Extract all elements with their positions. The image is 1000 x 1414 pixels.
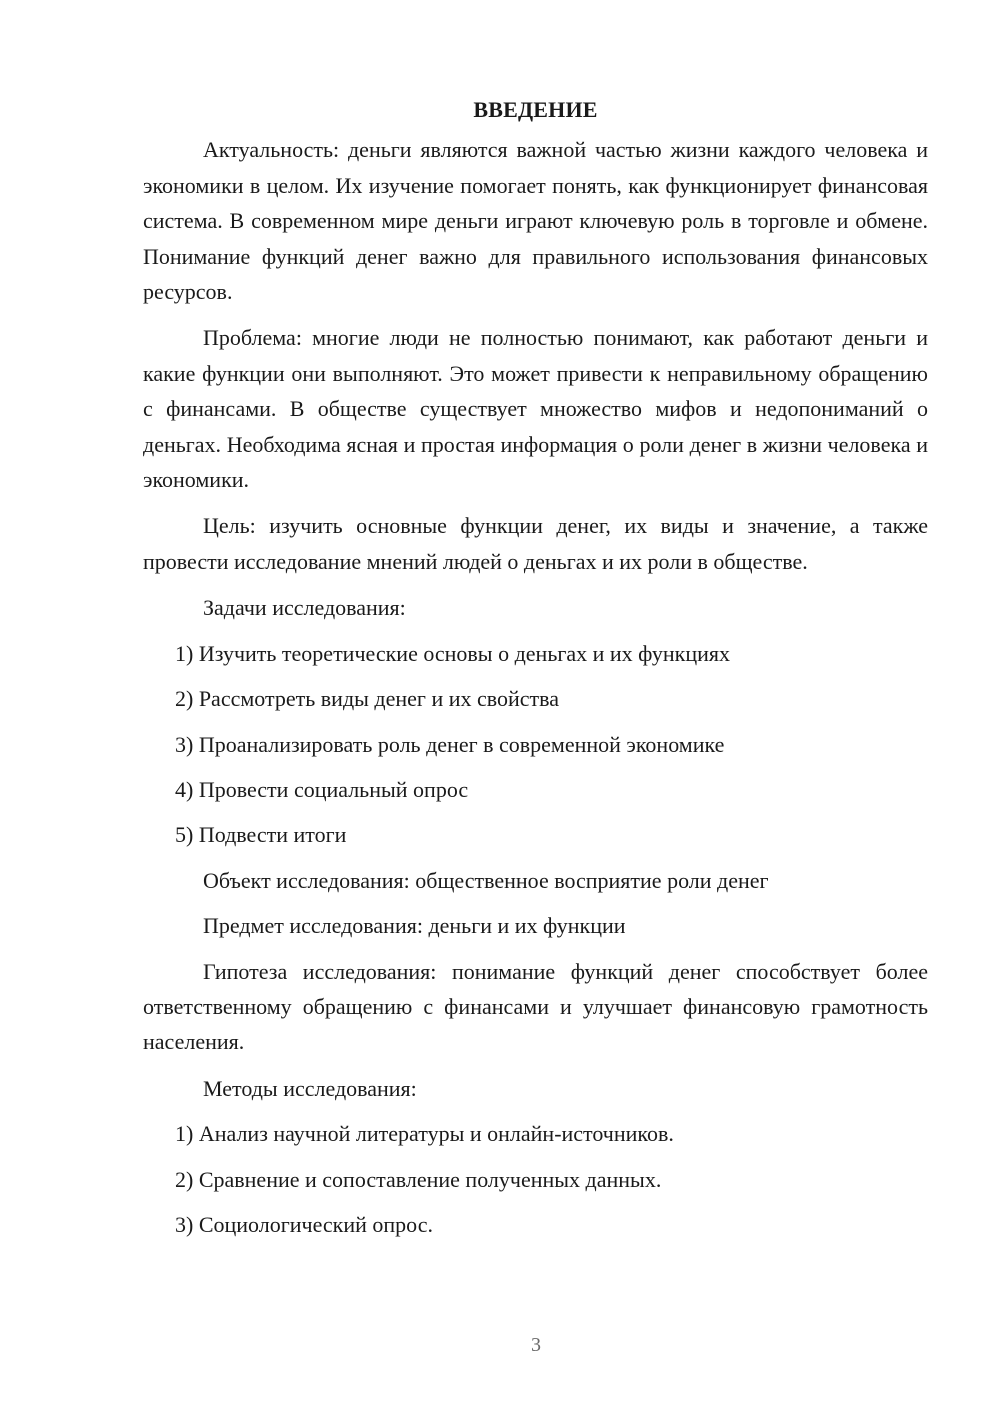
section-title: ВВЕДЕНИЕ [473,97,598,122]
list-item: 4) Провести социальный опрос [175,776,469,802]
methods-heading: Методы исследования: [203,1075,417,1101]
methods-list [143,1116,928,1242]
list-item: 2) Сравнение и сопоставление полученных данных. [175,1166,662,1192]
list-item: 5) Подвести итоги [175,822,347,848]
list-item: 3) Проанализировать роль денег в современной экономике [175,731,725,757]
list-item: 3) Социологический опрос. [175,1211,433,1237]
document-page [143,92,928,1252]
tasks-heading: Задачи исследования: [203,595,406,621]
problem-paragraph: Проблема: многие люди не полностью понимают, как работают деньги и какие функции они выполняют. Это может привести к неправильному обращению с финансами. В обществе существует множество мифов и недопониманий о деньгах. Необходима ясная и простая информация о роли денег в жизни человека и экономики. [143,325,928,493]
list-item: 1) Анализ научной литературы и онлайн-источников. [175,1121,674,1147]
subject-paragraph: Предмет исследования: деньги и их функции [203,913,626,939]
goal-paragraph: Цель: изучить основные функции денег, их виды и значение, а также провести исследование мнений людей о деньгах и их роли в обществе. [143,513,928,574]
object-paragraph: Объект исследования: общественное восприятие роли денег [203,867,769,893]
list-item: 2) Рассмотреть виды денег и их свойства [175,686,560,712]
relevance-paragraph: Актуальность: деньги являются важной частью жизни каждого человека и экономики в целом. Их изучение помогает понять, как функционирует финансовая система. В современном мире деньги играют ключевую роль в торговле и обмене. Понимание функций денег важно для правильного использования финансовых ресурсов. [143,137,928,305]
tasks-list [143,636,928,853]
hypothesis-paragraph: Гипотеза исследования: понимание функций денег способствует более ответственному обращению с финансами и улучшает финансовую грамотность населения. [143,958,928,1055]
page-number: 3 [531,1334,541,1356]
list-item: 1) Изучить теоретические основы о деньгах и их функциях [175,640,731,666]
